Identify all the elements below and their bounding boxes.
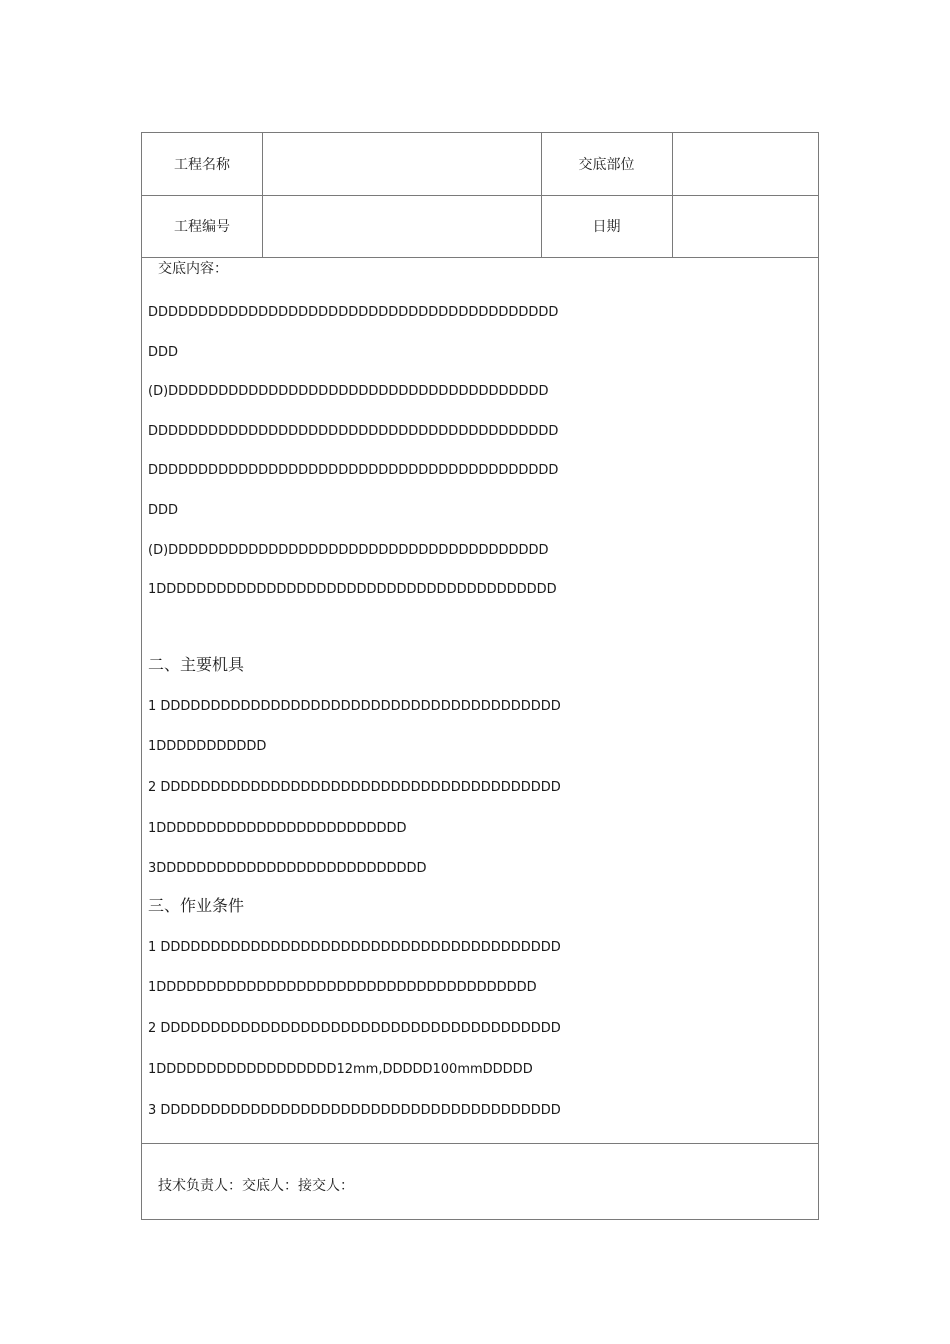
section-heading-main-tools: 二、主要机具: [148, 655, 245, 674]
content-line: DDDDDDDDDDDDDDDDDDDDDDDDDDDDDDDDDDDDDDDDD: [148, 424, 559, 439]
handover-part-field[interactable]: [672, 133, 818, 195]
handover-content: [142, 257, 818, 1144]
content-line: 1DDDDDDDDDDDDDDDDDDDDDDDDDDDDDDDDDDDDDD: [148, 980, 537, 995]
date-field[interactable]: [672, 195, 818, 257]
project-number-field[interactable]: [262, 195, 542, 257]
header-row-1: [142, 133, 818, 196]
date-label: 日期: [541, 195, 673, 257]
content-line: DDDDDDDDDDDDDDDDDDDDDDDDDDDDDDDDDDDDDDDDD: [148, 305, 559, 320]
content-line: 1DDDDDDDDDDDDDDDDDD12mm,DDDDD100mmDDDDD: [148, 1062, 533, 1077]
content-line: 1 DDDDDDDDDDDDDDDDDDDDDDDDDDDDDDDDDDDDDDDD: [148, 940, 561, 955]
handover-form: [141, 132, 819, 1220]
content-line: (D)DDDDDDDDDDDDDDDDDDDDDDDDDDDDDDDDDDDDDD: [148, 384, 549, 399]
content-line: 3 DDDDDDDDDDDDDDDDDDDDDDDDDDDDDDDDDDDDDDDD: [148, 1103, 561, 1118]
content-line: DDD: [148, 503, 179, 518]
content-line: 2 DDDDDDDDDDDDDDDDDDDDDDDDDDDDDDDDDDDDDDDD: [148, 780, 561, 795]
section-heading-work-conditions: 三、作业条件: [148, 896, 245, 915]
handover-part-label: 交底部位: [541, 133, 673, 195]
content-line: 1DDDDDDDDDDD: [148, 739, 267, 754]
content-line: 1 DDDDDDDDDDDDDDDDDDDDDDDDDDDDDDDDDDDDDDDD: [148, 699, 561, 714]
signature-line: 技术负责人：交底人：接交人：: [158, 1178, 354, 1194]
content-line: 1DDDDDDDDDDDDDDDDDDDDDDDDD: [148, 821, 407, 836]
project-name-label: 工程名称: [142, 133, 263, 195]
content-line: DDD: [148, 345, 179, 360]
content-line: (D)DDDDDDDDDDDDDDDDDDDDDDDDDDDDDDDDDDDDDD: [148, 543, 549, 558]
project-name-field[interactable]: [262, 133, 542, 195]
header-row-2: [142, 195, 818, 258]
content-line: 2 DDDDDDDDDDDDDDDDDDDDDDDDDDDDDDDDDDDDDDDD: [148, 1021, 561, 1036]
content-intro-label: 交底内容：: [158, 261, 228, 277]
project-number-label: 工程编号: [142, 195, 263, 257]
content-line: 3DDDDDDDDDDDDDDDDDDDDDDDDDDD: [148, 861, 427, 876]
content-line: DDDDDDDDDDDDDDDDDDDDDDDDDDDDDDDDDDDDDDDDD: [148, 463, 559, 478]
content-line: 1DDDDDDDDDDDDDDDDDDDDDDDDDDDDDDDDDDDDDDDD: [148, 582, 557, 597]
